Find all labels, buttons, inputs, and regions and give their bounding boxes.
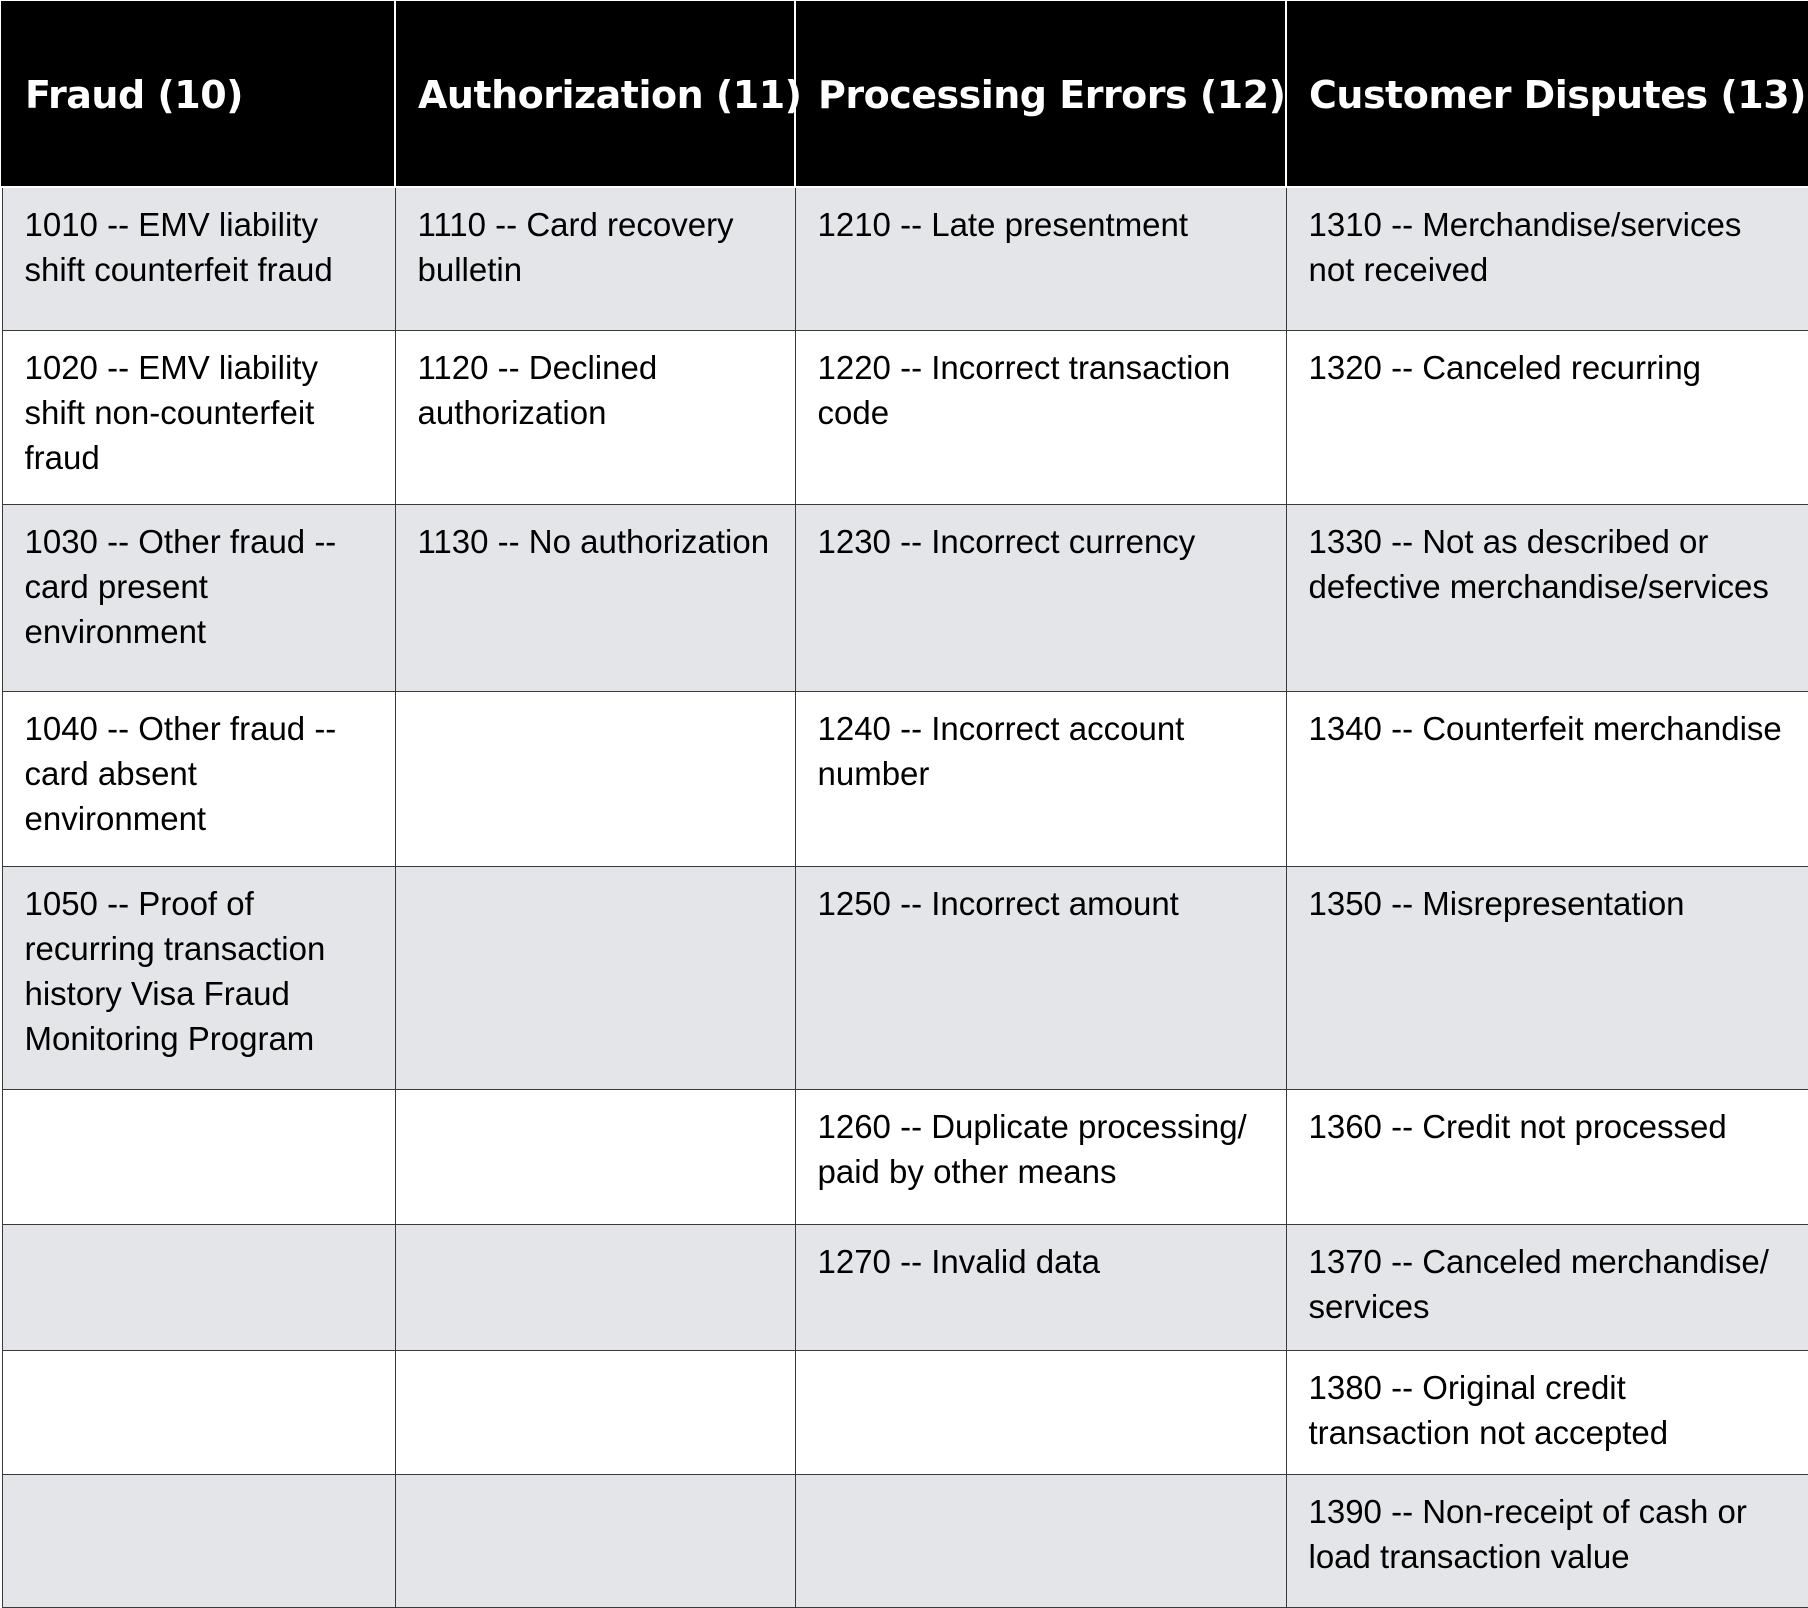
table-row (2, 1089, 1808, 1224)
reason-code-table-container (1, 1, 1807, 1606)
table-cell (2, 1474, 395, 1607)
table-cell: 1310 -- Merchandise/services not received (1286, 187, 1808, 330)
table-cell: 1330 -- Not as described or defective merchandise/services (1286, 504, 1808, 691)
table-cell (395, 1350, 795, 1474)
header-customer-disputes: Customer Disputes (13) (1286, 2, 1808, 187)
header-fraud: Fraud (10) (2, 2, 395, 187)
table-cell (395, 1224, 795, 1350)
table-cell: 1380 -- Original credit transaction not accepted (1286, 1350, 1808, 1474)
table-cell (395, 1089, 795, 1224)
table-cell: 1120 -- Declined authorization (395, 330, 795, 504)
table-cell: 1210 -- Late presentment (795, 187, 1286, 330)
table-row (2, 1224, 1808, 1350)
table-cell: 1250 -- Incorrect amount (795, 866, 1286, 1089)
table-cell: 1220 -- Incorrect transaction code (795, 330, 1286, 504)
table-cell: 1320 -- Canceled recurring (1286, 330, 1808, 504)
table-row (2, 691, 1808, 866)
table-row (2, 866, 1808, 1089)
table-cell: 1240 -- Incorrect account number (795, 691, 1286, 866)
table-cell: 1270 -- Invalid data (795, 1224, 1286, 1350)
table-row (2, 330, 1808, 504)
table-cell (795, 1350, 1286, 1474)
table-cell (395, 691, 795, 866)
reason-code-table (1, 1, 1808, 1608)
table-cell: 1350 -- Misrepresentation (1286, 866, 1808, 1089)
table-cell (2, 1350, 395, 1474)
table-row (2, 1350, 1808, 1474)
table-row (2, 187, 1808, 330)
table-cell (395, 866, 795, 1089)
table-cell: 1010 -- EMV liability shift counterfeit fraud (2, 187, 395, 330)
table-cell (2, 1089, 395, 1224)
table-cell: 1260 -- Duplicate processing/ paid by other means (795, 1089, 1286, 1224)
table-cell: 1390 -- Non-receipt of cash or load transaction value (1286, 1474, 1808, 1607)
table-cell: 1340 -- Counterfeit merchandise (1286, 691, 1808, 866)
table-row (2, 1474, 1808, 1607)
table-cell: 1370 -- Canceled merchandise/ services (1286, 1224, 1808, 1350)
table-cell (395, 1474, 795, 1607)
table-cell: 1230 -- Incorrect currency (795, 504, 1286, 691)
table-cell: 1030 -- Other fraud -- card present environment (2, 504, 395, 691)
table-cell: 1110 -- Card recovery bulletin (395, 187, 795, 330)
header-row (2, 2, 1808, 187)
table-cell: 1020 -- EMV liability shift non-counterfeit fraud (2, 330, 395, 504)
table-row (2, 504, 1808, 691)
table-cell: 1040 -- Other fraud -- card absent environment (2, 691, 395, 866)
header-authorization: Authorization (11) (395, 2, 795, 187)
table-cell: 1050 -- Proof of recurring transaction history Visa Fraud Monitoring Program (2, 866, 395, 1089)
header-processing-errors: Processing Errors (12) (795, 2, 1286, 187)
table-cell: 1130 -- No authorization (395, 504, 795, 691)
table-cell (795, 1474, 1286, 1607)
table-cell (2, 1224, 395, 1350)
table-cell: 1360 -- Credit not processed (1286, 1089, 1808, 1224)
